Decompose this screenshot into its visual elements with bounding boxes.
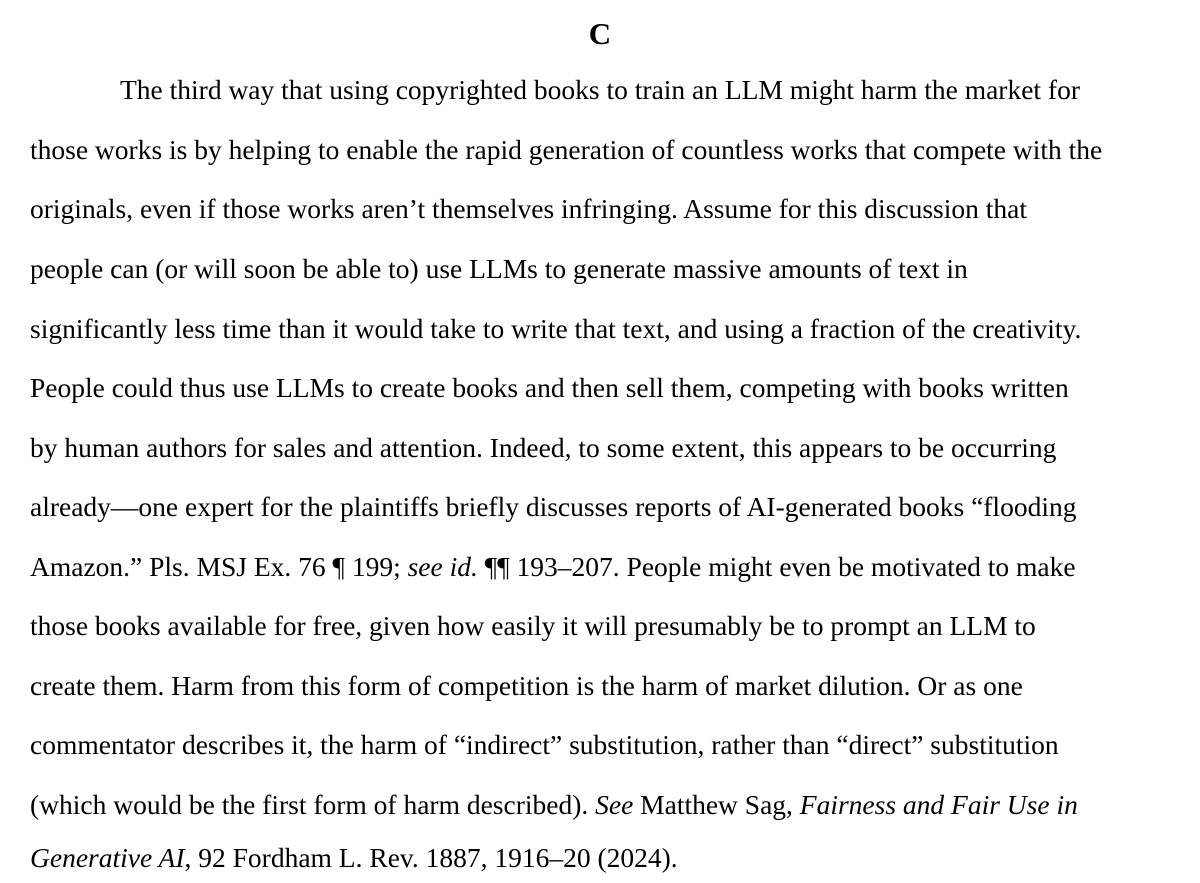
paragraph-line: The third way that using copyrighted books to train an LLM might harm the market for [120, 74, 1080, 105]
article-title-italic: Fairness and Fair Use in [799, 789, 1078, 820]
paragraph-line: originals, even if those works aren’t themselves infringing. Assume for this discussion that [30, 193, 1027, 224]
citation-text: , 92 Fordham L. Rev. 1887, 1916–20 (2024). [184, 842, 678, 873]
citation-signal-italic: See [595, 789, 634, 820]
paragraph-line-citation [30, 785, 1078, 825]
citation-text: ¶¶ 193–207. People might even be motivated to make [477, 551, 1076, 582]
paragraph-line: already—one expert for the plaintiffs briefly discusses reports of AI-generated books “flooding [30, 491, 1077, 522]
citation-signal-italic: see id. [407, 551, 478, 582]
paragraph-line: people can (or will soon be able to) use LLMs to generate massive amounts of text in [30, 253, 968, 284]
article-title-italic: Generative AI [30, 842, 185, 873]
paragraph-line: those books available for free, given how easily it will presumably be to prompt an LLM to [30, 610, 1036, 641]
citation-text: Matthew Sag, [633, 789, 800, 820]
section-heading: C [588, 16, 612, 51]
paragraph-line: significantly less time than it would take to write that text, and using a fraction of the creativity. [30, 313, 1082, 344]
paragraph-line: People could thus use LLMs to create books and then sell them, competing with books written [30, 372, 1069, 403]
citation-text: (which would be the first form of harm described). [30, 789, 596, 820]
paragraph-line: those works is by helping to enable the rapid generation of countless works that compete with the [30, 134, 1103, 165]
paragraph-line-citation [30, 547, 1076, 587]
paragraph-line: create them. Harm from this form of competition is the harm of market dilution. Or as one [30, 670, 1023, 701]
citation-text: Amazon.” Pls. MSJ Ex. 76 ¶ 199; [30, 551, 408, 582]
paragraph-line: commentator describes it, the harm of “indirect” substitution, rather than “direct” substitution [30, 729, 1059, 760]
paragraph-line-citation [30, 838, 678, 878]
paragraph-line: by human authors for sales and attention. Indeed, to some extent, this appears to be occurring [30, 432, 1057, 463]
